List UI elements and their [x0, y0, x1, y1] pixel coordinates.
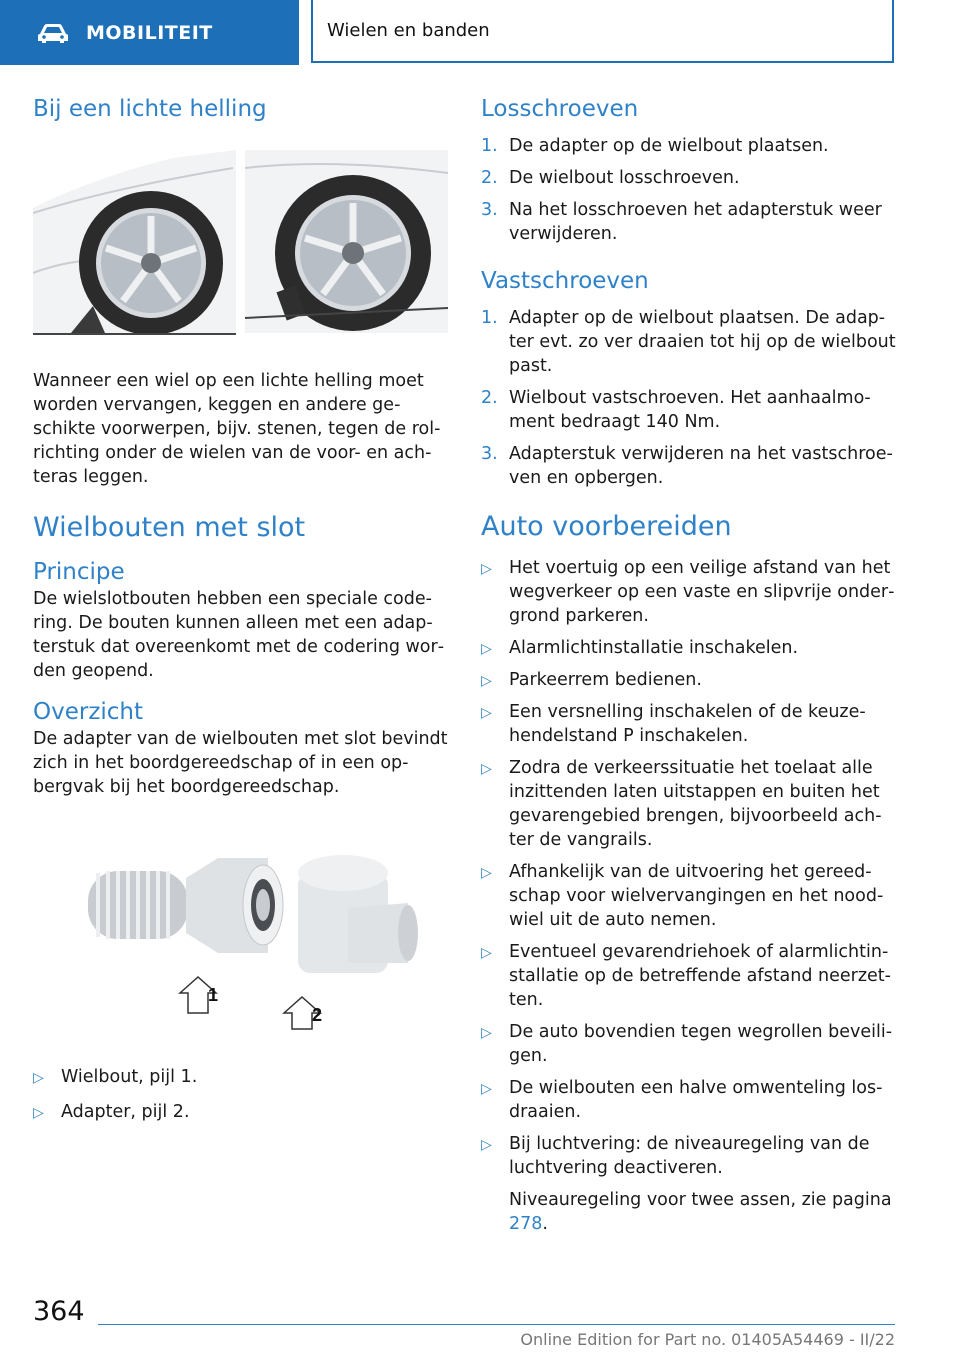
triangle-bullet-icon: ▷ [33, 1070, 44, 1086]
callout-1: 1 [208, 985, 219, 1005]
triangle-bullet-icon: ▷ [481, 1025, 492, 1041]
left-column [33, 94, 448, 1124]
parts-list [33, 1065, 448, 1124]
list-item: ▷ Bij luchtvering: de niveauregeling van de luchtvering deactiveren. [481, 1134, 870, 1178]
section-header [311, 0, 894, 63]
triangle-bullet-icon: ▷ [481, 865, 492, 881]
list-item: ▷ Eventueel gevarendriehoek of alarmlichtinstallatie op de betreffende afstand neerzetten. [481, 942, 891, 1010]
triangle-bullet-icon: ▷ [481, 945, 492, 961]
step-item: 2. Wielbout vastschroeven. Het aanhaalmoment bedraagt 140 Nm. [481, 388, 871, 432]
page-number: 364 [33, 1296, 85, 1327]
slope-text: Wanneer een wiel op een lichte helling moet worden vervangen, keggen en andere geschikte voorwerpen, bijv. stenen, tegen de rolrichting onder de wielen van de voor- en achteras leggen. [33, 371, 441, 487]
step-item: 1. De adapter op de wielbout plaatsen. [481, 136, 829, 156]
triangle-bullet-icon: ▷ [481, 561, 492, 577]
triangle-bullet-icon: ▷ [481, 641, 492, 657]
list-item: ▷ De wielbouten een halve omwenteling losdraaien. [481, 1078, 883, 1122]
car-icon [36, 21, 70, 45]
list-item: ▷ Het voertuig op een veilige afstand van het wegverkeer op een vaste en slipvrije ondergrond parkeren. [481, 558, 895, 626]
edition-footer: Online Edition for Part no. 01405A54469 - II/22 [520, 1330, 895, 1349]
prepare-heading: Auto voorbereiden [481, 511, 732, 542]
tighten-heading: Vastschroeven [481, 268, 649, 294]
chapter-title: MOBILITEIT [86, 21, 213, 44]
list-item: ▷ Een versnelling inschakelen of de keuzehendelstand P inschakelen. [481, 702, 866, 746]
list-item: ▷ Wielbout, pijl 1. [33, 1065, 448, 1089]
loosen-heading: Losschroeven [481, 96, 639, 122]
lock-bolt-adapter-illustration [58, 833, 418, 1033]
triangle-bullet-icon: ▷ [481, 1137, 492, 1153]
list-item: ▷ Adapter, pijl 2. [33, 1100, 448, 1124]
principle-heading: Principe [33, 559, 125, 585]
triangle-bullet-icon: ▷ [481, 673, 492, 689]
list-item: ▷ De auto bovendien tegen wegrollen beveiligen. [481, 1022, 893, 1066]
prepare-list [481, 556, 896, 1180]
chapter-header [0, 0, 299, 65]
section-title: Wielen en banden [327, 20, 490, 41]
overview-heading: Overzicht [33, 699, 144, 725]
triangle-bullet-icon: ▷ [481, 761, 492, 777]
list-item: ▷ Parkeerrem bedienen. [481, 668, 896, 692]
list-item: ▷ Afhankelijk van de uitvoering het gereedschap voor wielvervangingen en het noodwiel uit de auto nemen. [481, 862, 884, 930]
footer-divider [98, 1324, 895, 1325]
step-item: 3. Na het losschroeven het adapterstuk weer verwijderen. [481, 200, 882, 244]
overview-text: De adapter van de wielbouten met slot bevindt zich in het boordgereedschap of in een opbergvak bij het boordgereedschap. [33, 729, 448, 797]
level-control-note: Niveauregeling voor twee assen, zie pagina 278. [509, 1190, 892, 1234]
list-item: ▷ Alarmlichtinstallatie inschakelen. [481, 636, 896, 660]
slope-heading: Bij een lichte helling [33, 96, 267, 122]
tighten-steps [481, 306, 896, 490]
step-item: 1. Adapter op de wielbout plaatsen. De adapter evt. zo ver draaien tot hij op de wielbout past. [481, 308, 896, 376]
loosen-steps [481, 134, 896, 246]
triangle-bullet-icon: ▷ [481, 1081, 492, 1097]
page-reference-link[interactable]: 278 [509, 1214, 543, 1234]
principle-text: De wielslotbouten hebben een speciale codering. De bouten kunnen alleen met een adapterstuk dat overeenkomt met de codering worden geopend. [33, 589, 445, 681]
list-item: ▷ Zodra de verkeerssituatie het toelaat alle inzittenden laten uitstappen en buiten het gevarengebied brengen, bijvoorbeeld achter de vangrails. [481, 758, 882, 850]
triangle-bullet-icon: ▷ [33, 1105, 44, 1121]
step-item: 2. De wielbout losschroeven. [481, 168, 740, 188]
step-item: 3. Adapterstuk verwijderen na het vastschroeven en opbergen. [481, 444, 893, 488]
locks-heading: Wielbouten met slot [33, 512, 306, 543]
wheels-on-slope-illustration [33, 138, 448, 343]
triangle-bullet-icon: ▷ [481, 705, 492, 721]
callout-2: 2 [312, 1005, 323, 1025]
right-column [481, 94, 896, 1236]
